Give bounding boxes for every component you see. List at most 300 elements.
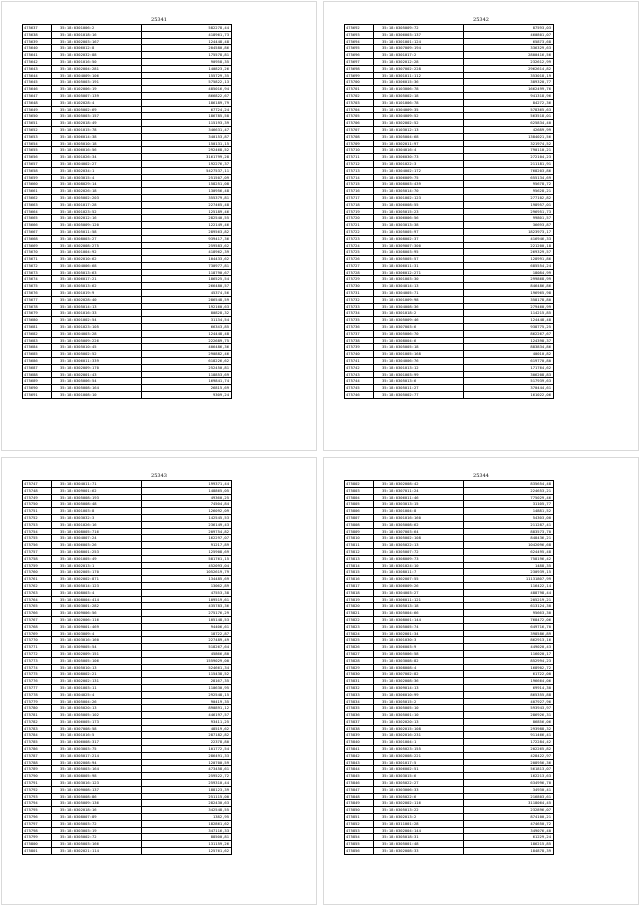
cadastral-number-cell: 35:18:0304009:52 — [374, 113, 464, 120]
table-row — [345, 718, 554, 725]
record-id-cell: 475657 — [23, 160, 52, 167]
record-id-cell: 475700 — [345, 79, 374, 86]
table-row — [23, 732, 232, 739]
table-row — [345, 528, 554, 535]
table-row — [23, 120, 232, 127]
record-id-cell: 475827 — [345, 650, 374, 657]
table-row — [345, 542, 554, 549]
value-cell: 116020,17 — [464, 650, 554, 657]
record-id-cell: 475698 — [345, 65, 374, 72]
value-cell: 186525,54 — [142, 276, 232, 283]
value-cell: 389320,77 — [464, 79, 554, 86]
value-cell: 101772,54 — [142, 746, 232, 753]
cadastral-number-cell: 35:18:0306011:46 — [374, 494, 464, 501]
value-cell: 299868,99 — [464, 276, 554, 283]
cadastral-number-cell: 35:18:0303013:15 — [374, 501, 464, 508]
cadastral-number-cell: 35:18:0306011:121 — [374, 596, 464, 603]
document-page — [324, 2, 638, 450]
cadastral-number-cell: 35:18:0301003:30 — [374, 276, 464, 283]
table-row — [345, 807, 554, 814]
cadastral-number-cell: 35:18:0305014:13 — [52, 303, 142, 310]
table-row — [345, 827, 554, 834]
cadastral-number-cell: 35:18:0304008:36 — [374, 303, 464, 310]
record-id-cell: 475725 — [345, 249, 374, 256]
record-id-cell: 475751 — [23, 508, 52, 515]
table-row — [23, 242, 232, 249]
record-id-cell: 475775 — [23, 671, 52, 678]
record-id-cell: 475710 — [345, 147, 374, 154]
record-id-cell: 475828 — [345, 657, 374, 664]
record-id-cell: 475727 — [345, 262, 374, 269]
cadastral-number-cell: 35:18:0304007:24 — [52, 535, 142, 542]
value-cell: 118853,69 — [142, 371, 232, 378]
value-cell: 202265,82 — [464, 746, 554, 753]
table-row — [23, 603, 232, 610]
table-row — [345, 262, 554, 269]
cadastral-number-cell: 35:18:0305005:102 — [52, 712, 142, 719]
cadastral-number-cell: 35:18:0305008:193 — [52, 494, 142, 501]
record-id-cell: 475768 — [23, 623, 52, 630]
record-id-cell: 475849 — [345, 800, 374, 807]
table-row — [23, 392, 232, 399]
cadastral-number-cell: 35:18:0305005:106 — [52, 657, 142, 664]
table-row — [345, 576, 554, 583]
value-cell: 460801,07 — [464, 31, 554, 38]
record-id-cell: 475776 — [23, 678, 52, 685]
record-id-cell: 475826 — [345, 644, 374, 651]
value-cell: 87593,03 — [464, 25, 554, 32]
cadastral-number-cell: 35:18:0301019:9 — [52, 290, 142, 297]
value-cell: 634996,70 — [464, 780, 554, 787]
table-row — [345, 732, 554, 739]
table-row — [345, 637, 554, 644]
table-row — [345, 841, 554, 848]
value-cell: 95663,30 — [464, 610, 554, 617]
value-cell: 358178,80 — [464, 296, 554, 303]
cadastral-number-cell: 35:18:0308007:89 — [52, 814, 142, 821]
table-row — [23, 228, 232, 235]
cadastral-number-cell: 35:18:0308003:27 — [52, 235, 142, 242]
table-row — [345, 160, 554, 167]
table-row — [23, 330, 232, 337]
table-row — [23, 725, 232, 732]
record-id-cell: 475723 — [345, 235, 374, 242]
record-id-cell: 475808 — [345, 521, 374, 528]
cadastral-number-cell: 35:18:0306005:173 — [52, 718, 142, 725]
table-row — [345, 746, 554, 753]
record-id-cell: 475744 — [345, 378, 374, 385]
value-cell: 11131807,99 — [464, 576, 554, 583]
record-id-cell: 475796 — [23, 814, 52, 821]
cadastral-number-cell: 35:18:0302008:94 — [52, 759, 142, 766]
record-id-cell: 475779 — [23, 698, 52, 705]
value-cell: 251507,09 — [142, 174, 232, 181]
value-cell: 42689,99 — [464, 126, 554, 133]
cadastral-number-cell: 35:18:0305022:13 — [374, 542, 464, 549]
table-row — [23, 780, 232, 787]
cadastral-number-cell: 35:18:0303008:82 — [374, 657, 464, 664]
value-cell: 649716,70 — [464, 623, 554, 630]
record-id-cell: 475703 — [345, 99, 374, 106]
cadastral-number-cell: 35:18:0304009:35 — [374, 106, 464, 113]
cadastral-number-cell: 35:18:0308011:7 — [374, 569, 464, 576]
value-cell: 115438,52 — [142, 671, 232, 678]
record-id-cell: 475845 — [345, 773, 374, 780]
record-id-cell: 475821 — [345, 610, 374, 617]
value-cell: 216803,61 — [464, 793, 554, 800]
cadastral-number-cell: 35:18:0305015:2 — [374, 698, 464, 705]
record-id-cell: 475838 — [345, 725, 374, 732]
value-cell: 162297,07 — [142, 535, 232, 542]
cadastral-number-cell: 35:18:0305002:72 — [52, 834, 142, 841]
table-row — [345, 154, 554, 161]
value-cell: 883834,86 — [464, 344, 554, 351]
table-row — [345, 630, 554, 637]
table-row — [23, 582, 232, 589]
cadastral-number-cell: 35:18:0302034:1 — [52, 167, 142, 174]
value-cell: 275176,29 — [142, 610, 232, 617]
record-id-cell: 475799 — [23, 834, 52, 841]
record-id-cell: 475685 — [23, 351, 52, 358]
table-row — [345, 79, 554, 86]
cadastral-number-cell: 35:18:0303003:19 — [52, 827, 142, 834]
value-cell: 289563,82 — [142, 228, 232, 235]
cadastral-number-cell: 35:18:0305007:72 — [374, 548, 464, 555]
record-id-cell: 475663 — [23, 201, 52, 208]
table-row — [23, 79, 232, 86]
value-cell: 66343,85 — [142, 324, 232, 331]
record-id-cell: 475777 — [23, 684, 52, 691]
value-cell: 835654,48 — [464, 481, 554, 488]
value-cell: 474650,72 — [464, 820, 554, 827]
cadastral-number-cell: 35:18:0302005:170 — [52, 569, 142, 576]
cadastral-number-cell: 35:18:0302011:97 — [374, 140, 464, 147]
cadastral-number-cell: 35:18:0305009:120 — [52, 222, 142, 229]
value-cell: 758196,42 — [464, 555, 554, 562]
value-cell: 353018,19 — [464, 72, 554, 79]
value-cell: 941318,96 — [464, 92, 554, 99]
table-row — [23, 344, 232, 351]
table-row — [345, 535, 554, 542]
cadastral-number-cell: 35:18:0301011:112 — [374, 72, 464, 79]
table-row — [23, 814, 232, 821]
table-row — [345, 194, 554, 201]
cadastral-number-cell: 35:18:0302008:33 — [374, 848, 464, 855]
cadastral-number-cell: 35:18:0303003:75 — [52, 746, 142, 753]
cadastral-number-cell: 35:18:0301002:54 — [52, 317, 142, 324]
cadastral-number-cell: 35:18:0306016:56 — [52, 147, 142, 154]
cadastral-number-cell: 35:18:0305008:48 — [52, 501, 142, 508]
cadastral-number-cell: 35:18:0311001:28 — [374, 820, 464, 827]
value-cell: 125761,62 — [142, 848, 232, 855]
record-id-cell: 475682 — [23, 330, 52, 337]
cadastral-number-cell: 35:18:0302002:116 — [374, 800, 464, 807]
value-cell: 349076,40 — [464, 827, 554, 834]
cadastral-number-cell: 35:18:0304009:106 — [52, 72, 142, 79]
value-cell: 158251,08 — [142, 181, 232, 188]
value-cell: 69914,30 — [464, 684, 554, 691]
table-row — [345, 644, 554, 651]
table-row — [345, 31, 554, 38]
record-id-cell: 475797 — [23, 820, 52, 827]
document-page — [2, 2, 316, 450]
record-id-cell: 475804 — [345, 494, 374, 501]
value-cell: 292468,52 — [142, 147, 232, 154]
record-id-cell: 475819 — [345, 596, 374, 603]
value-cell: 581761,15 — [142, 555, 232, 562]
record-id-cell: 475705 — [345, 113, 374, 120]
record-id-cell: 475735 — [345, 317, 374, 324]
table-row — [23, 317, 232, 324]
value-cell: 517939,63 — [464, 378, 554, 385]
cadastral-number-cell: 35:18:0308009:73 — [374, 555, 464, 562]
table-row — [345, 310, 554, 317]
cadastral-number-cell: 35:18:0305009:226 — [52, 337, 142, 344]
value-cell: 94406,61 — [142, 623, 232, 630]
value-cell: 890891,12 — [142, 705, 232, 712]
cadastral-number-cell: 35:18:0303015:6 — [374, 773, 464, 780]
table-row — [23, 698, 232, 705]
table-row — [23, 25, 232, 32]
cadastral-number-cell: 35:18:0306009:26 — [374, 582, 464, 589]
value-cell: 1052619,79 — [142, 569, 232, 576]
record-id-cell: 475688 — [23, 371, 52, 378]
table-row — [23, 528, 232, 535]
cadastral-number-cell: 35:18:0103012:13 — [374, 126, 464, 133]
value-cell: 730977,81 — [142, 262, 232, 269]
table-row — [23, 106, 232, 113]
value-cell: 169841,74 — [142, 378, 232, 385]
cadastral-number-cell: 35:18:0301017:2 — [374, 52, 464, 59]
table-row — [23, 841, 232, 848]
value-cell: 524661,34 — [142, 664, 232, 671]
record-id-cell: 475737 — [345, 330, 374, 337]
cadastral-number-cell: 35:18:0303006:33 — [374, 786, 464, 793]
cadastral-number-cell: 35:18:0305009:72 — [374, 25, 464, 32]
cadastral-number-cell: 35:18:0306030:73 — [374, 154, 464, 161]
cadastral-number-cell: 35:18:0305004:66 — [374, 610, 464, 617]
value-cell: 122149,46 — [142, 222, 232, 229]
value-cell: 1042096,68 — [464, 542, 554, 549]
cadastral-number-cell: 35:18:0301018:2 — [374, 310, 464, 317]
cadastral-number-cell: 35:18:0305005:57 — [374, 256, 464, 263]
table-row — [23, 834, 232, 841]
value-cell: 18084,99 — [464, 269, 554, 276]
value-cell: 406486,36 — [142, 344, 232, 351]
table-row — [345, 283, 554, 290]
cadastral-number-cell: 35:18:0301006:2 — [52, 25, 142, 32]
value-cell: 28167,35 — [142, 678, 232, 685]
table-row — [23, 508, 232, 515]
record-id-cell: 475743 — [345, 371, 374, 378]
record-id-cell: 475736 — [345, 324, 374, 331]
table-row — [345, 664, 554, 671]
table-row — [345, 45, 554, 52]
table-row — [23, 739, 232, 746]
cadastral-number-cell: 35:18:0304002:27 — [52, 160, 142, 167]
value-cell: 205219,21 — [464, 596, 554, 603]
record-id-cell: 475652 — [23, 126, 52, 133]
record-id-cell: 475706 — [345, 120, 374, 127]
value-cell: 852994,23 — [464, 657, 554, 664]
table-row — [23, 290, 232, 297]
table-row — [23, 542, 232, 549]
cadastral-number-cell: 35:18:0303013:38 — [374, 222, 464, 229]
cadastral-number-cell: 35:18:0302008:221 — [374, 752, 464, 759]
value-cell: 277102,82 — [464, 194, 554, 201]
cadastral-number-cell: 35:18:0305002:52 — [52, 351, 142, 358]
record-id-cell: 475801 — [23, 848, 52, 855]
record-id-cell: 475852 — [345, 820, 374, 827]
cadastral-number-cell: 35:18:0301026:16 — [52, 521, 142, 528]
record-id-cell: 475687 — [23, 364, 52, 371]
record-id-cell: 475847 — [345, 786, 374, 793]
cadastral-number-cell: 35:18:0306003:137 — [374, 31, 464, 38]
table-row — [23, 712, 232, 719]
data-table — [344, 24, 554, 399]
cadastral-number-cell: 35:18:0302016:231 — [374, 732, 464, 739]
table-row — [345, 140, 554, 147]
record-id-cell: 475788 — [23, 759, 52, 766]
record-id-cell: 475794 — [23, 800, 52, 807]
value-cell: 161022,06 — [464, 392, 554, 399]
cadastral-number-cell: 35:18:0102006:19 — [52, 86, 142, 93]
value-cell: 227465,48 — [142, 201, 232, 208]
cadastral-number-cell: 35:18:0306009:75 — [374, 174, 464, 181]
value-cell: 88500,81 — [142, 834, 232, 841]
value-cell: 296951,73 — [464, 208, 554, 215]
table-row — [23, 637, 232, 644]
value-cell: 125908,69 — [142, 548, 232, 555]
value-cell: 124398,37 — [464, 337, 554, 344]
table-row — [345, 92, 554, 99]
table-row — [345, 657, 554, 664]
record-id-cell: 475761 — [23, 576, 52, 583]
record-id-cell: 475784 — [23, 732, 52, 739]
record-id-cell: 475773 — [23, 657, 52, 664]
table-row — [23, 140, 232, 147]
table-row — [23, 371, 232, 378]
table-row — [345, 820, 554, 827]
cadastral-number-cell: 35:18:0305001:10 — [374, 712, 464, 719]
table-row — [23, 514, 232, 521]
value-cell: 124448,48 — [142, 330, 232, 337]
record-id-cell: 475660 — [23, 181, 52, 188]
cadastral-number-cell: 35:18:0306012:8 — [52, 45, 142, 52]
table-row — [23, 616, 232, 623]
value-cell: 2962614,82 — [464, 65, 554, 72]
table-row — [345, 555, 554, 562]
table-row — [345, 86, 554, 93]
value-cell: 192276,37 — [142, 160, 232, 167]
table-row — [23, 167, 232, 174]
record-id-cell: 475659 — [23, 174, 52, 181]
cadastral-number-cell: 35:18:0306017:21 — [52, 276, 142, 283]
table-row — [23, 276, 232, 283]
cadastral-number-cell: 35:18:0305008:164 — [52, 385, 142, 392]
table-row — [345, 481, 554, 488]
record-id-cell: 475683 — [23, 337, 52, 344]
table-row — [23, 800, 232, 807]
table-row — [23, 188, 232, 195]
table-row — [345, 698, 554, 705]
record-id-cell: 475814 — [345, 562, 374, 569]
cadastral-number-cell: 35:18:0302002:871 — [52, 576, 142, 583]
value-cell: 775029,46 — [464, 494, 554, 501]
record-id-cell: 475671 — [23, 256, 52, 263]
cadastral-number-cell: 35:18:0307002:82 — [374, 671, 464, 678]
value-cell: 104433,62 — [142, 256, 232, 263]
record-id-cell: 475816 — [345, 576, 374, 583]
cadastral-number-cell: 35:18:0304002:172 — [374, 167, 464, 174]
cadastral-number-cell: 35:18:0305010:18 — [52, 140, 142, 147]
table-row — [23, 521, 232, 528]
value-cell: 428422,97 — [464, 752, 554, 759]
table-row — [345, 290, 554, 297]
value-cell: 182861,62 — [142, 820, 232, 827]
value-cell: 655134,69 — [464, 174, 554, 181]
cadastral-number-cell: 35:18:0102028:4 — [52, 99, 142, 106]
record-id-cell: 475656 — [23, 154, 52, 161]
record-id-cell: 475763 — [23, 589, 52, 596]
cadastral-number-cell: 35:18:0301005:49 — [52, 555, 142, 562]
record-id-cell: 475820 — [345, 603, 374, 610]
value-cell: 561813,07 — [464, 766, 554, 773]
record-id-cell: 475731 — [345, 290, 374, 297]
cadastral-number-cell: 35:18:0301004:8 — [374, 508, 464, 515]
value-cell: 172284,42 — [464, 739, 554, 746]
value-cell: 865355,88 — [464, 691, 554, 698]
table-row — [23, 351, 232, 358]
table-row — [23, 201, 232, 208]
record-id-cell: 475762 — [23, 582, 52, 589]
value-cell: 846486,86 — [464, 283, 554, 290]
cadastral-number-cell: 35:18:0304016:4 — [374, 147, 464, 154]
cadastral-number-cell: 35:18:0302012:28 — [374, 58, 464, 65]
cadastral-number-cell: 35:18:0305022:27 — [374, 780, 464, 787]
cadastral-number-cell: 35:18:0305014:70 — [374, 188, 464, 195]
value-cell: 290882,46 — [142, 351, 232, 358]
value-cell: 768203,86 — [464, 167, 554, 174]
record-id-cell: 475741 — [345, 358, 374, 365]
record-id-cell: 475707 — [345, 126, 374, 133]
value-cell: 18722,87 — [142, 630, 232, 637]
table-row — [23, 535, 232, 542]
document-page — [324, 458, 638, 904]
value-cell: 269329,57 — [464, 249, 554, 256]
cadastral-number-cell: 35:18:0101006:78 — [374, 99, 464, 106]
table-row — [345, 188, 554, 195]
value-cell: 232896,07 — [464, 807, 554, 814]
value-cell: 279460,99 — [464, 303, 554, 310]
record-id-cell: 475701 — [345, 86, 374, 93]
record-id-cell: 475670 — [23, 249, 52, 256]
value-cell: 1384021,56 — [464, 133, 554, 140]
record-id-cell: 475726 — [345, 256, 374, 263]
value-cell: 115193,39 — [142, 120, 232, 127]
record-id-cell: 475717 — [345, 194, 374, 201]
cadastral-number-cell: 35:18:0308004:6 — [374, 337, 464, 344]
table-row — [345, 678, 554, 685]
table-row — [345, 38, 554, 45]
cadastral-number-cell: 35:18:0301016:5 — [52, 732, 142, 739]
table-row — [345, 344, 554, 351]
table-row — [345, 548, 554, 555]
record-id-cell: 475739 — [345, 344, 374, 351]
table-row — [23, 58, 232, 65]
record-id-cell: 475658 — [23, 167, 52, 174]
cadastral-number-cell: 35:18:0304025:4 — [52, 691, 142, 698]
